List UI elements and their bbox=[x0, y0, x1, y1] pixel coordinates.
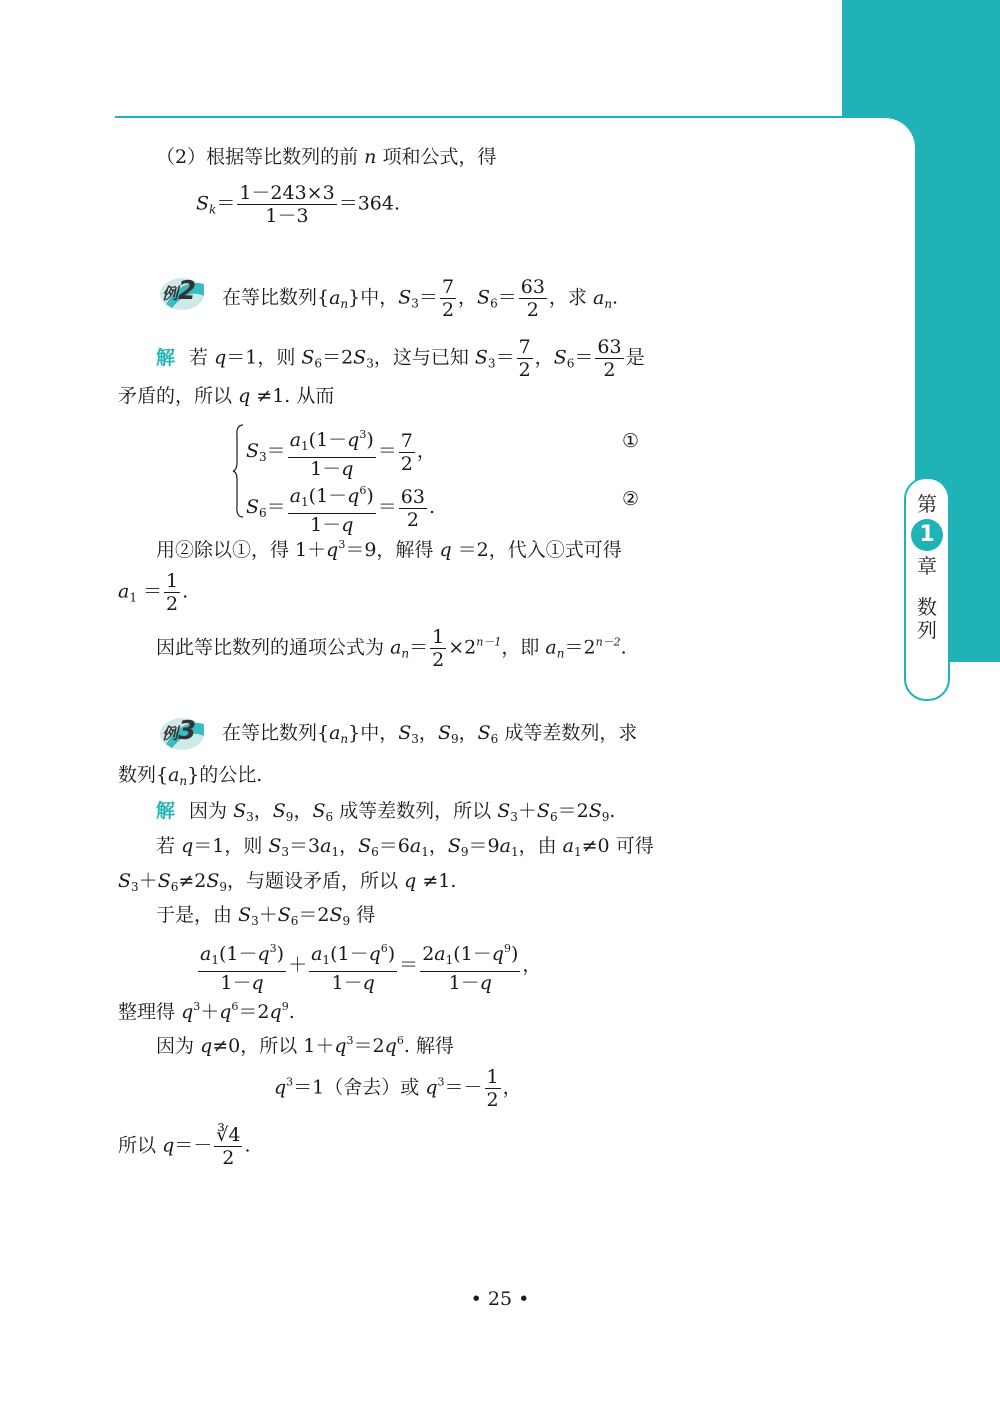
example-3-simplify: 整理得 $q^3+q^6=2q^9$. bbox=[118, 1000, 295, 1023]
part2-formula: $S_k=$ $\frac{1-243\times 3}{1-3}$ ＝364. bbox=[196, 182, 401, 227]
chapter-number: 1 bbox=[911, 519, 943, 551]
part2-intro: （2）根据等比数列的前 n 项和公式，得 bbox=[156, 146, 497, 168]
example-3-solution-line4: 于是，由 $S_3+S_6=2S_9$ 得 bbox=[156, 904, 376, 928]
example-2-general-term: 因此等比数列的通项公式为 $a_n=$ $\frac{1}{2}$ $\times 2^{n-1}$，即 $a_n=2^{n-2}$. bbox=[156, 626, 627, 671]
example-3-conclusion: 所以 q＝－ $\frac{∛4}{2}$ . bbox=[118, 1124, 251, 1169]
equation-marker-2: ② bbox=[622, 488, 640, 510]
example-2-solution-line1: 解 若 q＝1，则 $S_6=2S_3$，这与已知 $S_3=$ $\frac{7}{2}$ ，$S_6=$ $\frac{63}{2}$ 是 bbox=[156, 336, 645, 381]
example-3-since: 因为 q≠0，所以 $1+q^3=2q^6$. 解得 bbox=[156, 1034, 454, 1057]
chapter-prefix: 第 bbox=[917, 492, 937, 516]
example-2-a1-value: $a_1$ ＝ $\frac{1}{2}$ . bbox=[118, 570, 189, 615]
example-3-sum-equation: $\frac{a_1(1-q^3)}{1-q}$ ＋ $\frac{a_1(1-q^6)}{1-q}$ ＝ $\frac{2a_1(1-q^9)}{1-q}$ ， bbox=[196, 938, 541, 994]
example-3-solution-line1: 解 因为 $S_3$，$S_9$，$S_6$ 成等差数列，所以 $S_3+S_6=2S_9$. bbox=[156, 800, 616, 824]
example-2-divide-line: 用②除以①，得 $1+q^3=9$，解得 q ＝2，代入①式可得 bbox=[156, 538, 622, 561]
example-3-solution-line2: 若 q＝1，则 $S_3=3a_1$，$S_6=6a_1$，$S_9=9a_1$，由 $a_1\ne 0$ 可得 bbox=[156, 835, 654, 859]
page-number: • 25 • bbox=[470, 1288, 530, 1310]
chapter-title-2: 列 bbox=[917, 618, 937, 642]
example-2-statement: 在等比数列$\{a_n\}$中，$S_3=$ $\frac{7}{2}$ ，$S_6=$ $\frac{63}{2}$ ，求 $a_n$. bbox=[222, 276, 619, 321]
example-3-statement: 在等比数列$\{a_n\}$中，$S_3$，$S_9$，$S_6$ 成等差数列，求 bbox=[222, 722, 638, 746]
example-3-solution-line3: $S_3+S_6\ne 2S_9$，与题设矛盾，所以 q ≠1. bbox=[118, 870, 457, 894]
system-equation-1: $S_3=$ $\frac{a_1(1-q^3)}{1-q}$ ＝ $\frac{7}{2}$ ， bbox=[246, 424, 436, 480]
example-3-statement-line2: 数列$\{a_n\}$的公比. bbox=[118, 764, 263, 788]
example-2-solution-line2: 矛盾的，所以 q ≠1. 从而 bbox=[118, 385, 335, 407]
chapter-tab bbox=[904, 477, 950, 701]
system-brace-icon bbox=[232, 424, 244, 518]
chapter-suffix: 章 bbox=[917, 554, 937, 578]
header-rule bbox=[115, 116, 915, 118]
example-2-badge: 例2 bbox=[158, 274, 210, 312]
chapter-title-1: 数 bbox=[917, 595, 937, 619]
example-3-badge: 例3 bbox=[158, 714, 210, 752]
system-equation-2: $S_6=$ $\frac{a_1(1-q^6)}{1-q}$ ＝ $\frac{63}{2}$ . bbox=[246, 480, 435, 536]
example-3-roots: $q^3=1$（舍去）或 $q^3=-$ $\frac{1}{2}$ ， bbox=[274, 1066, 522, 1111]
equation-marker-1: ① bbox=[622, 430, 640, 452]
